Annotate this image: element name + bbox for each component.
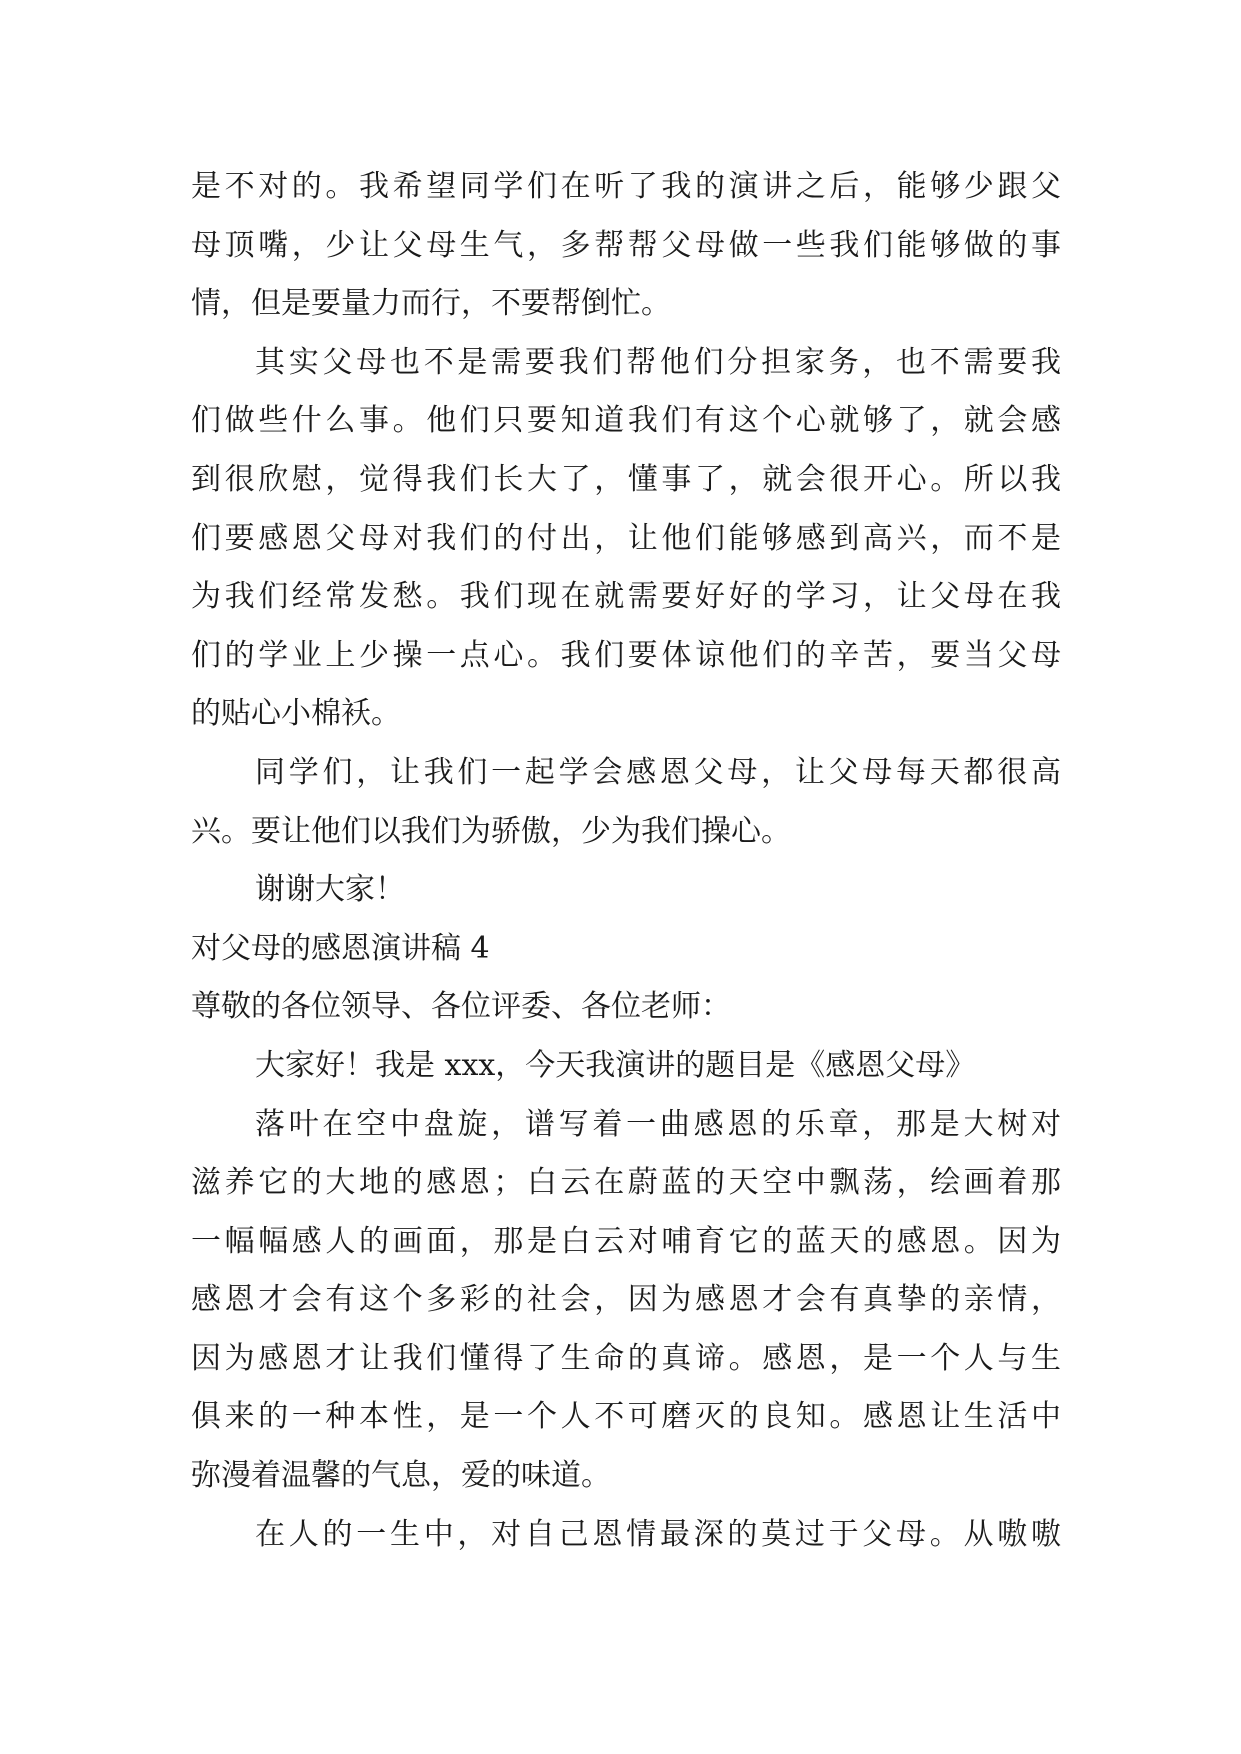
text-line: 们的学业上少操一点心。我们要体谅他们的辛苦，要当父母 — [191, 637, 1061, 673]
text-line: 滋养它的大地的感恩；白云在蔚蓝的天空中飘荡，绘画着那 — [191, 1165, 1061, 1201]
text-line: 们要感恩父母对我们的付出，让他们能够感到高兴，而不是 — [191, 520, 1061, 556]
text-line: 弥漫着温馨的气息，爱的味道。 — [191, 1458, 611, 1494]
text-line: 因为感恩才让我们懂得了生命的真谛。感恩，是一个人与生 — [191, 1340, 1061, 1376]
text-line: 同学们，让我们一起学会感恩父母，让父母每天都很高 — [255, 754, 1061, 790]
text-line: 大家好！我是 xxx，今天我演讲的题目是《感恩父母》 — [255, 1047, 976, 1083]
text-line: 的贴心小棉袄。 — [191, 696, 401, 732]
text-line: 为我们经常发愁。我们现在就需要好好的学习，让父母在我 — [191, 579, 1061, 615]
text-line: 落叶在空中盘旋，谱写着一曲感恩的乐章，那是大树对 — [255, 1106, 1061, 1142]
document-body — [191, 158, 1061, 1564]
text-line: 兴。要让他们以我们为骄傲，少为我们操心。 — [191, 813, 791, 849]
text-line: 其实父母也不是需要我们帮他们分担家务，也不需要我 — [255, 344, 1061, 380]
text-line: 母顶嘴，少让父母生气，多帮帮父母做一些我们能够做的事 — [191, 227, 1061, 263]
text-line: 一幅幅感人的画面，那是白云对哺育它的蓝天的感恩。因为 — [191, 1223, 1061, 1259]
text-line: 感恩才会有这个多彩的社会，因为感恩才会有真挚的亲情， — [191, 1282, 1061, 1318]
text-line: 情，但是要量力而行，不要帮倒忙。 — [191, 286, 671, 322]
salutation: 尊敬的各位领导、各位评委、各位老师： — [191, 989, 731, 1025]
text-line: 是不对的。我希望同学们在听了我的演讲之后，能够少跟父 — [191, 169, 1061, 204]
text-line: 俱来的一种本性，是一个人不可磨灭的良知。感恩让生活中 — [191, 1399, 1061, 1435]
section-heading: 对父母的感恩演讲稿 4 — [191, 930, 490, 966]
text-line: 在人的一生中，对自己恩情最深的莫过于父母。从嗷嗷 — [255, 1516, 1061, 1552]
text-line: 们做些什么事。他们只要知道我们有这个心就够了，就会感 — [191, 403, 1061, 439]
text-line: 谢谢大家！ — [255, 872, 405, 908]
text-line: 到很欣慰，觉得我们长大了，懂事了，就会很开心。所以我 — [191, 461, 1061, 497]
